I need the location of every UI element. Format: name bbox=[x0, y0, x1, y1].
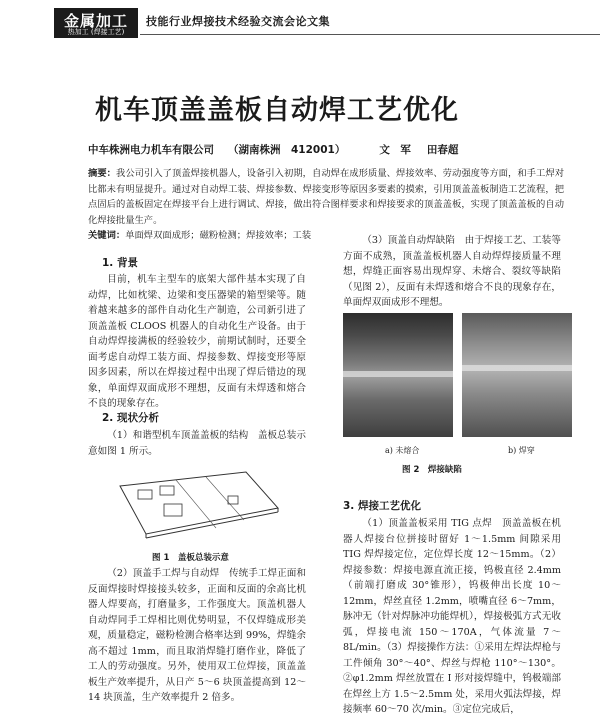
author-location: （湖南株洲 412001） bbox=[228, 144, 346, 156]
abstract-text: 我公司引入了顶盖焊接机器人，设备引入初期，自动焊在成形质量、焊接效率、劳动强度等方面，和手工焊对比都未有明显提升。通过对自动焊工装、焊接参数、焊接变形等原因多要素的摸索，引用顶盖盖板制造工艺流程，把点固后的盖板固定在焊接平台上进行调试、焊接，做出符合图样要求和焊接要求的顶盖盖板，实现了顶盖盖板的自动化焊接批量生产。 bbox=[88, 168, 564, 226]
journal-logo bbox=[54, 8, 138, 38]
paragraph-text: 目前，机车主型车的底架大部件基本实现了自动焊，比如枕梁、边梁和变压器梁的箱型梁等。随着越来越多的部件自动化生产制造，公司新引进了顶盖盖板 CLOOS 机器人的自动化生产设备。由于自动焊焊接满板的经验较少，前期试制时，还要全面考虑自动焊工装方面、焊接参数、焊接变形等原因多因素，所以在焊接过程中出现了焊后错边的现象，单面焊双面成形不理想，反面有未焊透和熔合不良的现象存在。 bbox=[88, 274, 306, 409]
paragraph-text: （1）顶盖盖板采用 TIG 点焊 顶盖盖板在机器人焊接台位拼接时留好 1～1.5mm 间隙采用 TIG 焊焊接定位，定位焊长度 12～15mm。（2）焊接参数：焊接电源直流正接，钨极直径 2.4mm（前端打磨成 30°锥形），钨极伸出长度 10～12mm，焊丝直径 1.2mm，喷嘴直径 6～7mm，脉冲无（针对焊脉冲功能焊机），焊接极弧方式无收弧，焊接电流 150～170A，气体流量 7～8L/min。（3）焊接操作方法：①采用左焊法焊枪与工件倾角 30°～40°、焊丝与焊枪 110°～130°。②φ1.2mm 焊丝放置在 I 形对接焊缝中，钨极端部在焊丝上方 1.5～2.5mm 处，采用火弧法焊接，焊接频率 60～70 次/min。③定位完成后， bbox=[343, 518, 561, 715]
section-heading: 1. 背景 bbox=[102, 257, 138, 269]
author-name: 田春超 bbox=[426, 144, 459, 156]
abstract-label: 摘要： bbox=[88, 168, 117, 179]
section-heading: 2. 现状分析 bbox=[102, 412, 159, 424]
body-paragraph bbox=[88, 272, 306, 412]
weld-defect-photo-lack-of-fusion bbox=[343, 313, 453, 437]
body-paragraph bbox=[88, 566, 306, 706]
roof-panel-assembly-figure bbox=[116, 468, 282, 540]
paragraph-text: （3）顶盖自动焊缺陷 由于焊接工艺、工装等方面不成熟，顶盖盖板机器人自动焊焊接质量不理想，焊缝正面容易出现焊穿、未熔合、裂纹等缺陷（见图 2），反面有未焊透和熔合不良的现象存在，单面焊双面成形不理想。 bbox=[343, 235, 561, 308]
weld-defect-photo-burn-through bbox=[462, 313, 572, 437]
keywords-label: 关键词： bbox=[88, 230, 126, 241]
body-paragraph bbox=[343, 233, 561, 311]
section-heading: 3. 焊接工艺优化 bbox=[343, 500, 421, 512]
paragraph-text: （1）和谐型机车顶盖盖板的结构 盖板总装示意如图 1 所示。 bbox=[88, 430, 306, 457]
subfigure-caption: b) 焊穿 bbox=[508, 446, 535, 455]
byline bbox=[88, 142, 458, 157]
series-title: 技能行业焊接技术经验交流会论文集 bbox=[146, 15, 330, 28]
figure-caption: 图 1 盖板总装示意 bbox=[152, 553, 229, 563]
body-paragraph bbox=[343, 516, 561, 718]
logo-main-text: 金属加工 bbox=[63, 12, 128, 30]
author-name: 文 军 bbox=[379, 144, 411, 156]
paragraph-text: （2）顶盖手工焊与自动焊 传统手工焊正面和反面焊接时焊接接头较多，正面和反面的余高比机器人焊要高，打磨量多，工作强度大。顶盖机器人自动焊同手工焊相比则优势明显，不仅焊缝成形美观，质量稳定，磁粉检测合格率达到 99%，焊缝余高不超过 1mm，而且取消焊缝打磨作业，降低了工人的劳动强度。另外，使用双工位焊接，顶盖盖板生产效率提升，从日产 5～6 块顶盖提高到 12～14 块顶盖，生产效率提升 2 倍多。 bbox=[88, 568, 306, 703]
keywords-text: 单面焊双面成形；磁粉检测；焊接效率；工装 bbox=[125, 230, 312, 241]
figure-caption: 图 2 焊接缺陷 bbox=[402, 465, 462, 475]
logo-sub-text: 热加工 (焊接工艺) bbox=[67, 28, 125, 36]
article-title: 机车顶盖盖板自动焊工艺优化 bbox=[95, 95, 459, 126]
subfigure-caption: a) 未熔合 bbox=[385, 446, 420, 455]
body-paragraph bbox=[88, 428, 306, 459]
keywords bbox=[88, 227, 311, 241]
author-organization: 中车株洲电力机车有限公司 bbox=[88, 144, 214, 156]
header-divider bbox=[140, 34, 600, 35]
abstract bbox=[88, 166, 564, 228]
